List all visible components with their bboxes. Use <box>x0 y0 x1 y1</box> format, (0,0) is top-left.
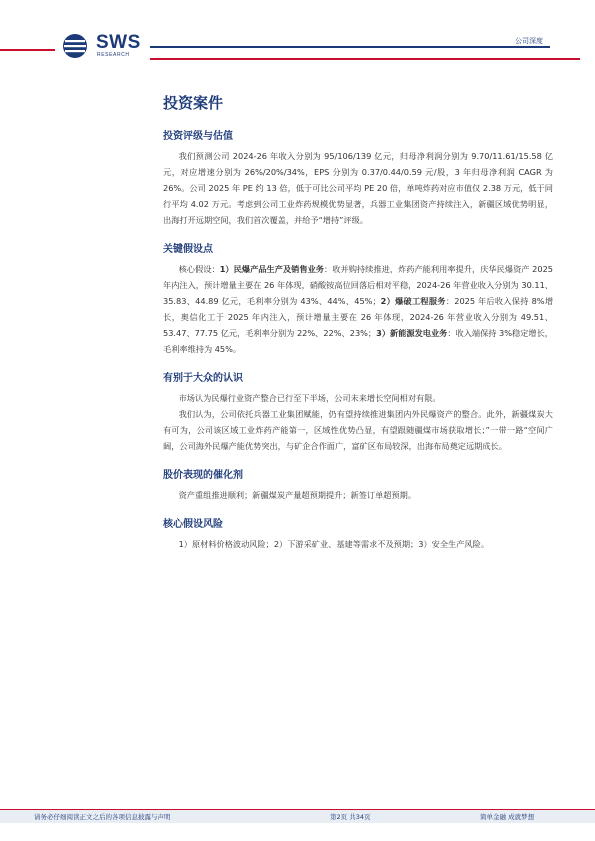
text-run: ：2025 年后收入保持 8%增长，奥信化工于 2025 年内注入，预计增量主要在 26 年体现，2024-26 年营业收入分别为 49.51、53.47、77.75 亿元，毛利率分别为 22%、22%、23%； <box>163 296 554 338</box>
page-header <box>0 0 595 68</box>
footer-disclaimer: 请务必仔细阅读正文之后的各项信息披露与声明 <box>34 813 171 821</box>
section-paragraph: 市场认为民爆行业资产整合已行至下半场，公司未来增长空间相对有限。 <box>178 393 441 403</box>
page-number: 第2页 共34页 <box>330 813 371 821</box>
section-paragraph: 我们预测公司 2024-26 年收入分别为 95/106/139 亿元，归母净利润分别为 9.70/11.61/15.58 亿元，对应增速分别为 26%/20%/34%，EPS 分别为 0.37/0.44/0.59 元/股，3 年归母净利润 CAGR 为 26%。公司 2025 年 PE 约 13 倍，低于可比公司平均 PE 20 倍，单吨炸药对应市值仅 2.38 万元，低于同行平均 4.02 万元。考虑到公司工业炸药规模优势显著，兵器工业集团资产持续注入，新疆区域优势明显，出海打开远期空间，我们首次覆盖，并给予“增持”评级。 <box>163 151 553 225</box>
section-paragraph: 资产重组推进顺利；新疆煤炭产量超预期提升；新签订单超预期。 <box>178 490 417 500</box>
bold-text-run: 2）爆破工程服务 <box>380 296 446 306</box>
header-red-rule <box>150 58 580 60</box>
section-heading: 关键假设点 <box>163 244 213 255</box>
section-catalysts <box>163 466 553 503</box>
main-content <box>163 92 553 564</box>
header-red-rule-left <box>0 49 55 51</box>
doc-type-label: 公司深度 <box>515 37 543 45</box>
bold-text-run: 3）新能源发电业务 <box>376 328 448 338</box>
footer-slogan: 简单金融 成就梦想 <box>480 813 535 821</box>
section-paragraph: 我们认为，公司依托兵器工业集团赋能，仍有望持续推进集团内外民爆资产的整合。此外，新疆煤炭大有可为，公司该区域工业炸药产能第一，区域性优势凸显，有望跟随疆煤市场获取增长；”一带一路“空间广阔，公司海外民爆产能优势突出，与矿企合作面广，富矿区布局较深，出海布局奠定远期成长。 <box>163 409 553 451</box>
section-paragraph <box>163 261 553 357</box>
section-key-assumptions <box>163 240 553 357</box>
section-paragraph: 1）原材料价格波动风险；2）下游采矿业、基建等需求不及预期；3）安全生产风险。 <box>178 539 489 549</box>
bold-text-run: 1）民爆产品生产及销售业务 <box>219 264 325 274</box>
text-run: 核心假设： <box>178 264 220 274</box>
logo-subtext: RESEARCH <box>97 52 130 58</box>
footer-red-rule <box>0 809 595 810</box>
section-heading: 有别于大众的认识 <box>163 373 243 384</box>
section-heading: 核心假设风险 <box>163 519 223 530</box>
logo-wordmark: SWS <box>96 32 141 53</box>
section-risks <box>163 515 553 552</box>
section-differentiated-view <box>163 369 553 454</box>
section-heading: 股价表现的催化剂 <box>163 470 243 481</box>
page-title: 投资案件 <box>163 94 224 112</box>
text-run: ：收并购持续推进，炸药产能利用率提升，庆华民爆资产 2025 年内注入，预计增量主要在 26 年体现，硝酸铵高位回落后相对平稳，2024-26 年营业收入分别为 30.11、35.83、44.89 亿元，毛利率分别为 43%、44%、45%； <box>163 264 553 306</box>
page-footer <box>0 809 595 823</box>
section-valuation <box>163 127 553 228</box>
sws-logo <box>62 33 141 59</box>
section-heading: 投资评级与估值 <box>163 131 233 142</box>
header-blue-rule <box>150 46 550 48</box>
text-run: ：收入端保持 3%稳定增长，毛利率维持为 45%。 <box>163 328 553 354</box>
sws-logo-icon <box>62 33 92 59</box>
